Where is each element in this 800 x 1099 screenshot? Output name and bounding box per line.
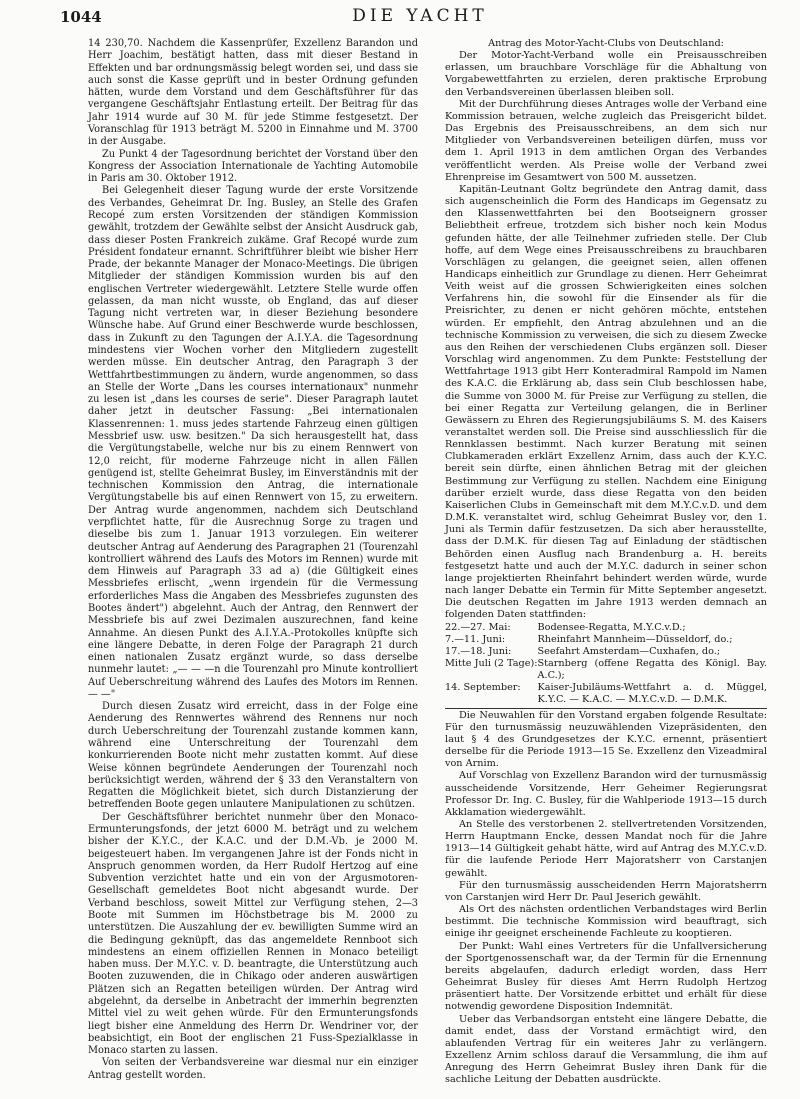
paragraph: Auf Vorschlag von Exzellenz Barandon wird der turnusmässig ausscheidende Vorsitzende, Herr Geheimer Regierungsrat Professor Dr. Ing. C. Busley, für die Wahlperiode 1913—15 durch Akklamation wiedergewählt. [445, 770, 767, 818]
paragraph: Mit der Durchführung dieses Antrages wolle der Verband eine Kommission betrauen, welche zugleich das Preisgericht bildet. Das Ergebnis des Preisausschreibens, an dem sich nur Mitglieder von Verbandsvereinen beteiligen dürfen, muss vor dem 1. April 1913 in dem amtlichen Organ des Verbandes veröffentlicht werden. Als Preise wolle der Verband zwei Ehrenpreise im Gesamtwert von 500 M. aussetzen. [445, 98, 767, 183]
schedule-row [445, 646, 767, 658]
paragraph: Von seiten der Verbandsvereine war diesmal nur ein einziger Antrag gestellt worden. [88, 1057, 418, 1081]
schedule-date: 17.—18. Juni: [445, 645, 512, 657]
running-title: DIE YACHT [352, 6, 488, 26]
page-number: 1044 [60, 8, 102, 26]
schedule-date: 22.—27. Mai: [445, 621, 511, 633]
paragraph: Bei Gelegenheit dieser Tagung wurde der erste Vorsitzende des Verbandes, Geheimrat Dr. Ing. Busley, an Stelle des Grafen Recopé zum ersten Vorsitzenden der ständigen Kommission gewählt, trotzdem der Gewählte selbst der Ansicht Ausdruck gab, dass dieser Posten Frankreich zukäme. Graf Recopé wurde zum Président fondateur ernannt. Schriftführer bleibt wie bisher Herr Prade, der bekannte Manager der Monaco-Meetings. Die übrigen Mitglieder der ständigen Kommission wurden bis auf den englischen Vertreter wiedergewählt. Letztere Stelle wurde offen gelassen, da man nicht wusste, ob England, das auf dieser Tagung nicht vertreten war, in dieser Beziehung besondere Wünsche habe. Auf Grund einer Beschwerde wurde beschlossen, dass in Zukunft zu den Tagungen der A.I.Y.A. die Tagesordnung mindestens vier Wochen vorher den Mitgliedern zugestellt werden müsse. Ein deutscher Antrag, den Paragraph 3 der Wettfahrtbestimmungen zu ändern, wurde angenommen, so dass an Stelle der Worte „Dans les courses internationaux" nunmehr zu lesen ist „dans les courses de serie". Dieser Paragraph lautet daher jetzt in deutscher Fassung: „Bei internationalen Klassenrennen: 1. muss jedes startende Fahrzeug einen gültigen Messbrief usw. usw. besitzen." Da sich herausgestellt hat, dass die Vergütungstabelle, welche nur bis zu einem Rennwert von 12,0 reicht, für moderne Fahrzeuge nicht in allen Fällen genügend ist, stellte Geheimrat Busley, im Einverständnis mit der technischen Kommission den Antrag, die internationale Vergütungstabelle bis auf einen Rennwert von 15, zu erweitern. Der Antrag wurde angenommen, nachdem sich Deutschland verpflichtet hatte, für die Ausrechnug Sorge zu tragen und dieselbe bis zum 1. Januar 1913 vorzulegen. Ein weiterer deutscher Antrag auf Aenderung des Paragraphen 21 (Tourenzahl kontrolliert während des Laufs des Motors im Rennen) wurde mit dem Hinweis auf Paragraph 33 ad a) (die Gültigkeit eines Messbriefes erlischt, „wenn irgendein für die Vermessung erforderliches Mass die Angaben des Messbriefes zugunsten des Bootes ändert") abgelehnt. Auch der Antrag, den Rennwert der Messbriefe bis auf zwei Dezimalen auszurechnen, fand keine Annahme. An diesen Punkt des A.I.Y.A.-Protokolles knüpfte sich eine längere Debatte, in deren Folge der Paragraph 21 durch einen nationalen Zusatz ergänzt wurde, so dass derselbe nunmehr lautet: „— — —n die Tourenzahl pro Minute kontrolliert Auf Ueberschreitung während des Laufes des Motors im Rennen. — —" [88, 185, 418, 700]
schedule-row [445, 622, 767, 634]
schedule-date: Mitte Juli (2 Tage): [445, 657, 538, 669]
paragraph: Zu Punkt 4 der Tagesordnung berichtet der Vorstand über den Kongress der Association Internationale de Yachting Automobile in Paris am 30. Oktober 1912. [88, 148, 418, 185]
schedule-row [445, 634, 767, 646]
schedule-event: Seefahrt Amsterdam—Cuxhafen, do.; [537, 645, 721, 657]
schedule-date: 7.—11. Juni: [445, 633, 506, 645]
paragraph: An Stelle des verstorbenen 2. stellvertretenden Vorsitzenden, Herrn Hauptmann Encke, dessen Mandat noch für die Jahre 1913—14 Gültigkeit gehabt hätte, wird auf Antrag des M.Y.C.v.D. für die laufende Periode Herr Majoratsherr von Carstanjen gewählt. [445, 819, 767, 879]
motion-heading: Antrag des Motor-Yacht-Clubs von Deutschland: [488, 38, 724, 49]
regatta-schedule [445, 622, 767, 707]
paragraph: Durch diesen Zusatz wird erreicht, dass in der Folge eine Aenderung des Rennwertes während des Rennens nur noch durch Ueberschreitung der Tourenzahl zustande kommen kann, während eine Unterschreitung der Tourenzahl dem konkurrierenden Boote nicht mehr zustatten kommt. Auf diese Weise können begründete Aenderungen der Tourenzahl noch berücksichtigt werden, während der § 33 den Veranstaltern von Regatten die Möglichkeit bietet, sich durch Distanzierung der betreffenden Boote gegen unlautere Manipulationen zu schützen. [88, 701, 418, 811]
paragraph: Für den turnusmässig ausscheidenden Herrn Majoratsherrn von Carstanjen wird Herr Dr. Paul Jeserich gewählt. [445, 879, 767, 903]
paragraph: Kapitän-Leutnant Goltz begründete den Antrag damit, dass sich augenscheinlich die Form des Handicaps im Gegensatz zu den Klassenwettfahrten bei den Bootseignern grosser Beliebtheit erfreue, trotzdem sich bisher noch kein Modus gefunden hätte, der alle Teilnehmer zufrieden stelle. Der Club hoffe, auf dem Wege eines Preisausschreibens zu brauchbaren Vorschlägen zu gelangen, die geeignet seien, allen offenen Handicaps einheitlich zur Grundlage zu dienen. Herr Geheimrat Veith weist auf die grossen Schwierigkeiten eines solchen Verfahrens hin, die sowohl für die Einsender als für die Preisrichter, zu denen er nicht gehören möchte, entstehen würden. Er empfiehlt, den Antrag abzulehnen und an die technische Kommission zu verweisen, die sich zu diesem Zwecke aus den Reihen der verschiedenen Clubs ergänzen soll. Dieser Vorschlag wird angenommen. Zu dem Punkte: Feststellung der Wettfahrtage 1913 gibt Herr Konteradmiral Rampold im Namen des K.A.C. die Erklärung ab, dass sein Club beschlossen habe, die Summe von 3000 M. für Preise zur Verfügung zu stellen, die bei einer Regatta zur Verteilung gelangen, die in Berliner Gewässern zu Ehren des Regierungsjubiläums S. M. des Kaisers veranstaltet werden soll. Die Preise sind ausschliesslich für die Rennklassen bestimmt. Nach kurzer Beratung mit seinen Clubkameraden erklärt Exzellenz Arnim, dass auch der K.Y.C. bereit sein dürfte, einen ähnlichen Betrag mit der gleichen Bestimmung zur Verfügung zu stellen. Nachdem eine Einigung darüber erzielt wurde, dass diese Regatta von den beiden Kaiserlichen Clubs in Gemeinschaft mit dem M.Y.C.v.D. und dem D.M.K. veranstaltet wird, schlug Geheimrat Busley vor, den 1. Juni als Termin dafür festzusetzen. Da sich aber herausstellte, dass der D.M.K. für diesen Tag auf Einladung der städtischen Behörden einen Ausflug nach Brandenburg a. H. bereits festgesetzt hatte und auch der M.Y.C. dadurch in seiner schon lange projektierten Rheinfahrt behindert werden würde, wurde nach langer Debatte ein Termin für Mitte September angesetzt. Die deutschen Regatten im Jahre 1913 werden demnach an folgenden Daten stattfinden: [445, 183, 767, 621]
schedule-divider [445, 708, 767, 709]
paragraph: Die Neuwahlen für den Vorstand ergaben folgende Resultate: Für den turnusmässig neuzuwählenden Vizepräsidenten, den laut § 4 des Grundgesetzes der K.Y.C. ernennt, präsentiert derselbe für die Periode 1913—15 Se. Exzellenz den Vizeadmiral von Arnim. [445, 709, 767, 770]
schedule-event: Rheinfahrt Mannheim—Düsseldorf, do.; [537, 633, 733, 645]
paragraph: Als Ort des nächsten ordentlichen Verbandstages wird Berlin bestimmt. Die technische Kommission wird beauftragt, sich einige ihr geeignet erscheinende Fachleute zu kooptieren. [445, 904, 767, 940]
schedule-event: Starnberg (offene Regatta des Königl. Bay. A.C.); [537, 657, 767, 682]
paragraph: Der Geschäftsführer berichtet nunmehr über den Monaco-Ermunterungsfonds, der jetzt 6000 M. beträgt und zu welchem bisher der K.Y.C., der K.A.C. und der D.M.-Vb. je 2000 M. beigesteuert haben. Im vergangenen Jahre ist der Fonds nicht in Anspruch genommen worden, da Herr Rudolf Hertzog auf eine Subvention verzichtet hatte und ein von der Argusmotoren-Gesellschaft gemeldetes Boot nicht abgesandt wurde. Der Verband beschloss, soweit Mittel zur Verfügung stehen, 2—3 Boote mit Summen im Höchstbetrage bis M. 2000 zu unterstützen. Die Auszahlung der ev. bewilligten Summe wird an die Bedingung geknüpft, das das angemeldete Rennboot sich mindestens an einem offiziellen Rennen in Monaco beteiligt haben muss. Der M.Y.C. v. D. beantragte, die Unterstützung auch Booten zuzuwenden, die in Chikago oder anderen auswärtigen Plätzen sich an Regatten beteiligen würden. Der Antrag wird abgelehnt, da derselbe in Anbetracht der immerhin begrenzten Mittel viel zu weit gehen würde. Für den Ermunterungsfonds liegt bisher eine Anmeldung des Herrn Dr. Wendriner vor, der beabsichtigt, ein Boot der englischen 21 Fuss-Spezialklasse in Monaco starten zu lassen. [88, 811, 418, 1057]
paragraph: Der Punkt: Wahl eines Vertreters für die Unfallversicherung der Sportgenossenschaft war, da der Termin für die Ernennung bereits abgelaufen, dadurch erledigt worden, dass Herr Geheimrat Busley für dieses Amt Herrn Rudolph Hertzog präsentiert hatte. Der Vorsitzende erbittet und erhält für diese notwendig gewordene Disposition Indemnität. [445, 940, 767, 1013]
paragraph: 14 230,70. Nachdem die Kassenprüfer, Exzellenz Barandon und Herr Joachim, bestätigt hatten, dass mit dieser Bestand in Effekten und bar ordnungsmässig belegt worden sei, und dass sie auch sonst die Kasse geprüft und in bester Ordnung gefunden hätten, wurde dem Vorstand und dem Geschäftsführer für das vergangene Geschäftsjahr Entlastung erteilt. Der Beitrag für das Jahr 1914 wurde auf 30 M. für jede Stimme festgesetzt. Der Voranschlag für 1913 beträgt M. 5200 in Einnahme und M. 3700 in der Ausgabe. [88, 38, 418, 148]
left-column [88, 38, 418, 1082]
right-column [445, 38, 767, 1086]
schedule-row [445, 682, 767, 706]
schedule-event: Kaiser-Jubiläums-Wettfahrt a. d. Müggel, K.Y.C. — K.A.C. — M.Y.C.v.D. — D.M.K. [537, 682, 767, 706]
page-header [60, 6, 780, 28]
schedule-event: Bodensee-Regatta, M.Y.C.v.D.; [537, 621, 686, 633]
schedule-date: 14. September: [445, 682, 521, 694]
paragraph: Ueber das Verbandsorgan entsteht eine längere Debatte, die damit endet, dass der Vorstand ermächtigt wird, den ablaufenden Vertrag für ein weiteres Jahr zu verlängern. Exzellenz Arnim schloss darauf die Versammlung, die ihm auf Anregung des Herrn Geheimrat Busley ihren Dank für die sachliche Leitung der Debatten ausdrückte. [445, 1013, 767, 1086]
schedule-row [445, 658, 767, 682]
paragraph: Der Motor-Yacht-Verband wolle ein Preisausschreiben erlassen, um brauchbare Vorschläge für die Abhaltung von Vorgabewettfahrten zu erzielen, deren praktische Erprobung den Verbandsvereinen überlassen bleiben soll. [445, 50, 767, 98]
